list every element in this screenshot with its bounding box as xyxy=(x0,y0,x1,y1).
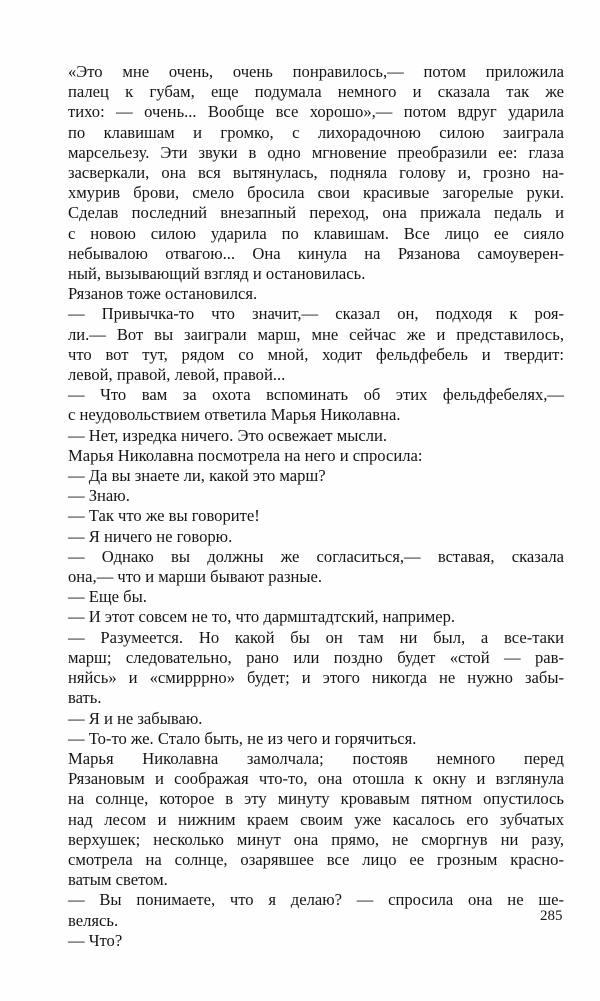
text-line: засверкали, она вся вытянулась, подняла голову и, грозно на- xyxy=(68,163,564,183)
text-line: левой, правой, левой, правой... xyxy=(68,365,286,385)
text-line: — Разумеется. Но какой бы он там ни был, а все-таки xyxy=(68,627,564,647)
text-line: велясь. xyxy=(68,910,119,930)
text-line: — И этот совсем не то, что дармштадтский, например. xyxy=(68,607,456,627)
text-line: верхушек; несколько минут она прямо, не сморгнув ни разу, xyxy=(68,829,564,849)
text-line: — Что вам за охота вспоминать об этих фельдфебелях,— xyxy=(68,385,564,405)
text-line: няйсь» и «смирррно» будет; и этого никогда не нужно забы- xyxy=(68,668,564,688)
text-line: на солнце, которое в эту минуту кровавым пятном опустилось xyxy=(68,789,564,809)
body-text xyxy=(68,62,564,951)
text-line: смотрела на солнце, озарявшее все лицо ее грозным красно- xyxy=(68,849,564,869)
text-line: ный, вызывающий взгляд и остановилась. xyxy=(68,264,366,284)
text-line: — Вы понимаете, что я делаю? — спросила она не ше- xyxy=(68,890,564,910)
text-line: — Так что же вы говорите! xyxy=(68,506,260,526)
text-line: — Знаю. xyxy=(68,486,130,506)
text-line: Рязанов тоже остановился. xyxy=(68,284,258,304)
text-line: с неудовольствием ответила Марья Николавна. xyxy=(68,405,401,425)
text-line: — Что? xyxy=(68,930,123,950)
text-line: над лесом и нижним краем своим уже касалось его зубчатых xyxy=(68,809,564,829)
page-number: 285 xyxy=(540,908,563,924)
text-line: ли.— Вот вы заиграли марш, мне сейчас же и представилось, xyxy=(68,324,564,344)
text-line: по клавишам и громко, с лихорадочною силою заиграла xyxy=(68,122,564,142)
text-line: — Я ничего не говорю. xyxy=(68,526,233,546)
text-line: ватым светом. xyxy=(68,870,168,890)
text-line: марсельезу. Эти звуки в одно мгновение преобразили ее: глаза xyxy=(68,142,564,162)
text-line: она,— что и марши бывают разные. xyxy=(68,567,323,587)
text-line: небывалою отвагою... Она кинула на Рязанова самоуверен- xyxy=(68,243,564,263)
text-line: — Однако вы должны же согласиться,— вставая, сказала xyxy=(68,546,564,566)
text-line: — Да вы знаете ли, какой это марш? xyxy=(68,466,326,486)
text-line: «Это мне очень, очень понравилось,— потом приложила xyxy=(68,62,564,81)
text-line: хмурив брови, смело бросила свои красивые загорелые руки. xyxy=(68,183,564,203)
text-line: — Нет, изредка ничего. Это освежает мысли. xyxy=(68,425,388,445)
text-line: — Еще бы. xyxy=(68,587,147,607)
text-line: вать. xyxy=(68,688,102,708)
text-line: — Я и не забываю. xyxy=(68,708,203,728)
text-line: Сделав последний внезапный переход, она прижала педаль и xyxy=(68,203,564,223)
text-line: — Привычка-то что значит,— сказал он, подходя к роя- xyxy=(68,304,564,324)
text-line: с новою силою ударила по клавишам. Все лицо ее сияло xyxy=(68,223,564,243)
text-line: палец к губам, еще подумала немного и сказала так же xyxy=(68,82,564,102)
text-line: марш; следовательно, рано или поздно будет «стой — рав- xyxy=(68,647,564,667)
text-line: — То-то же. Стало быть, не из чего и горячиться. xyxy=(68,728,417,748)
text-line: Рязановым и соображая что-то, она отошла к окну и взглянула xyxy=(68,769,564,789)
text-line: Марья Николавна посмотрела на него и спросила: xyxy=(68,445,423,465)
text-line: Марья Николавна замолчала; постояв немного перед xyxy=(68,748,564,768)
text-line: что вот тут, рядом со мной, ходит фельдфебель и твердит: xyxy=(68,344,564,364)
text-line: тихо: — очень... Вообще все хорошо»,— потом вдруг ударила xyxy=(68,102,564,122)
